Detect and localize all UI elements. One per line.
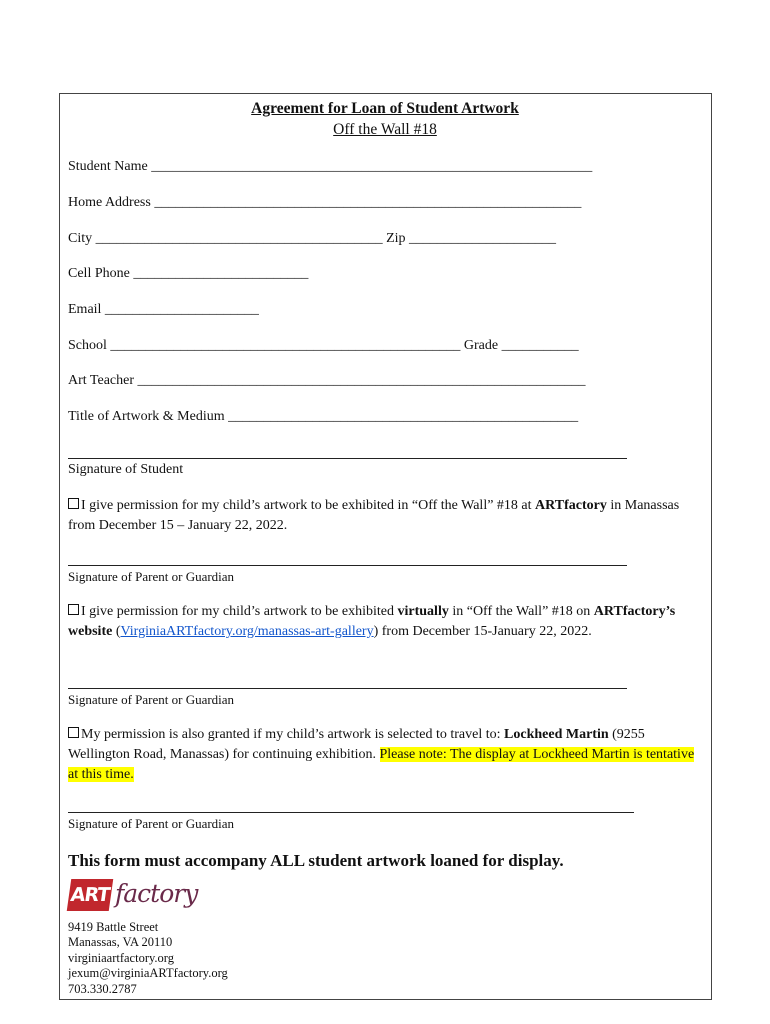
student-signature-line[interactable] [68,458,627,459]
email-field[interactable]: Email ______________________ [68,302,259,317]
address-email: jexum@virginiaARTfactory.org [68,966,228,980]
checkbox-virtual[interactable] [68,604,79,615]
permission-exhibit: I give permission for my child’s artwork to be exhibited in “Off the Wall” #18 at ARTfactory in Manassas from December 15 – January 22, 2022. [68,498,680,533]
parent-signature-line-3[interactable] [68,812,634,813]
checkbox-exhibit[interactable] [68,498,79,509]
tentative-note: Please note: The display at Lockheed Martin is tentative at this time. [68,747,695,782]
parent-signature-line-2[interactable] [68,688,627,689]
address-phone: 703.330.2787 [68,982,137,996]
address-website: virginiaartfactory.org [68,951,174,965]
artwork-title-field[interactable]: Title of Artwork & Medium __________________________________________________ [68,409,579,424]
closing-statement: This form must accompany ALL student artwork loaned for display. [68,851,564,870]
gallery-link[interactable]: VirginiaARTfactory.org/manassas-art-gallery [120,624,374,639]
parent-signature-label-3: Signature of Parent or Guardian [68,816,235,831]
form-title: Agreement for Loan of Student Artwork [251,100,519,117]
artfactory-logo [69,877,209,913]
school-grade-field[interactable]: School __________________________________________________ Grade ___________ [68,338,579,353]
address-city: Manassas, VA 20110 [68,935,173,949]
city-zip-field[interactable]: City _________________________________________ Zip _____________________ [68,231,557,246]
checkbox-travel[interactable] [68,727,79,738]
parent-signature-label-1: Signature of Parent or Guardian [68,569,235,584]
permission-travel: My permission is also granted if my child’s artwork is selected to travel to: Lockheed Martin (9255 Wellington Road, Manassas) for continuing exhibition. Please note: The display at Lockheed Martin is tentative at this time. [68,727,695,782]
address-street: 9419 Battle Street [68,920,159,934]
student-name-field[interactable]: Student Name _______________________________________________________________ [68,159,593,174]
logo-mark: ART [67,879,113,911]
form-subtitle: Off the Wall #18 [333,121,437,138]
student-signature-label: Signature of Student [68,462,184,477]
permission-virtual: I give permission for my child’s artwork to be exhibited virtually in “Off the Wall” #18 on ARTfactory’s website (VirginiaARTfactory.org/manassas-art-gallery) from December 15-January 22, 2022. [68,604,676,639]
home-address-field[interactable]: Home Address _____________________________________________________________ [68,195,582,210]
art-teacher-field[interactable]: Art Teacher ________________________________________________________________ [68,373,586,388]
parent-signature-line-1[interactable] [68,565,627,566]
parent-signature-label-2: Signature of Parent or Guardian [68,692,235,707]
logo-wordmark: factory [115,879,198,908]
cell-phone-field[interactable]: Cell Phone _________________________ [68,266,309,281]
